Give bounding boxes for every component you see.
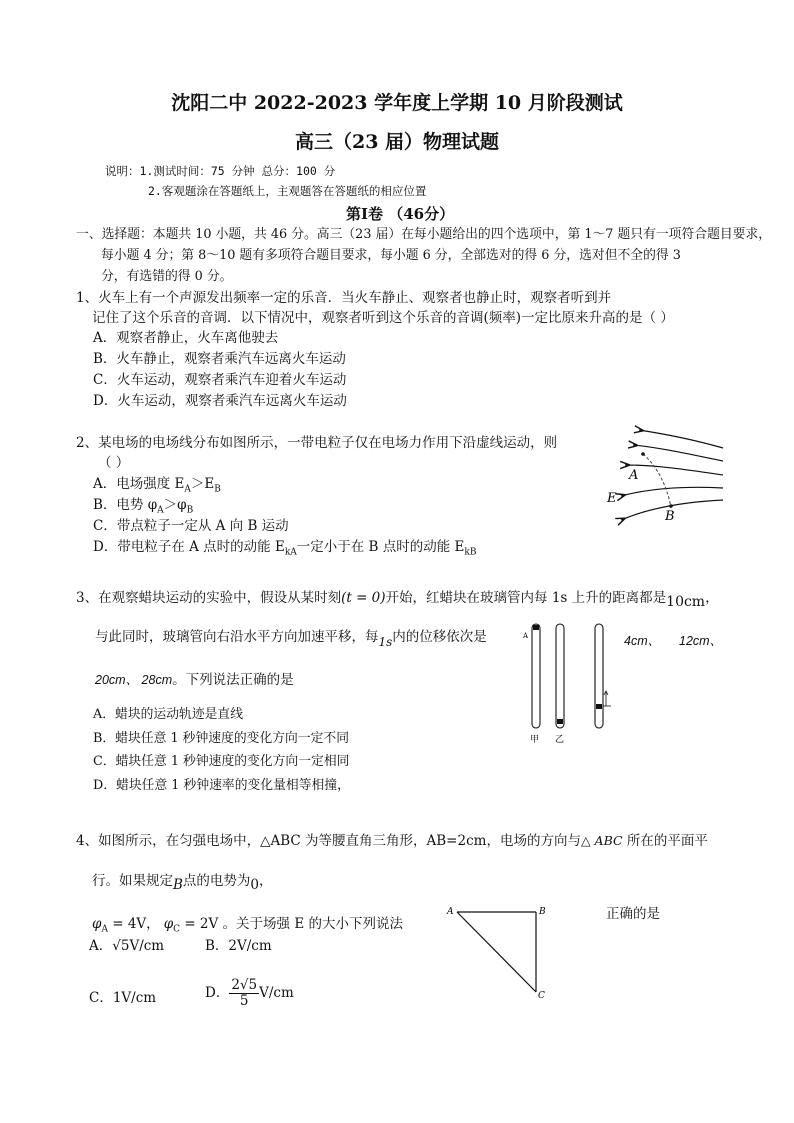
q1-stem-2: 记住了这个乐音的音调．以下情况中，观察者听到这个乐音的音调(频率)一定比原来升高的是（ ） <box>92 310 674 326</box>
q4-vertex-b: B <box>539 907 546 917</box>
q3-disp-1: 4cm、 <box>624 634 661 648</box>
q2-option-a: A．电场强度 $E_A>E_B$ <box>93 476 221 495</box>
exam-note-1: 说明：1.测试时间：75 分钟 总分：100 分 <box>105 164 336 178</box>
q4-stem-3: $\varphi_A = 4V$， $\varphi_C = 2V$ 。关于场强 E 的大小下列说法 <box>92 916 403 935</box>
q2-label-b: B <box>665 509 675 524</box>
volume-heading: 第Ⅰ卷 （46分） <box>346 205 455 223</box>
q4-option-d: D． $\frac{2√5}{5}$ V/cm <box>205 977 294 1009</box>
section-instruction-1: 一、选择题：本题共 10 小题，共 46 分。高三（23 届）在每小题给出的四个选项中，第 1～7 题只有一项符合题目要求， <box>76 227 772 242</box>
q4-option-c: C．1V/cm <box>89 990 157 1006</box>
q3-disp-2: 12cm、 <box>679 634 723 648</box>
q4-stem-2: 行。如果规定B点的电势为0， <box>92 873 273 893</box>
q4-stem-1: 4、如图所示，在匀强电场中，△ABC 为等腰直角三角形，AB=2cm，电场的方向与△ ABC 所在的平面平 <box>76 833 708 849</box>
q3-option-c: C．蜡块任意 1 秒钟速度的变化方向一定相同 <box>93 754 350 769</box>
q3-option-d: D．蜡块任意 1 秒钟速率的变化量相等相撞， <box>93 778 350 793</box>
q2-field-figure <box>605 428 725 528</box>
q1-option-d: D．火车运动，观察者乘汽车远离火车运动 <box>93 393 347 409</box>
q3-stem-2: 与此同时，玻璃管向右沿水平方向加速平移，每1s内的位移依次是 <box>95 629 487 649</box>
q4-vertex-c: C <box>538 991 545 1001</box>
q2-stem: 2、某电场的电场线分布如图所示，一带电粒子仅在电场力作用下沿虚线运动，则 <box>76 435 558 451</box>
exam-subtitle: 高三（23 届）物理试题 <box>294 131 500 153</box>
exam-title: 沈阳二中 2022-2023 学年度上学期 10 月阶段测试 <box>171 92 623 114</box>
q2-label-e: E <box>607 491 617 506</box>
q4-triangle-figure <box>445 902 555 1002</box>
q1-option-b: B．火车静止，观察者乘汽车远离火车运动 <box>93 351 346 367</box>
q1-option-a: A．观察者静止，火车离他驶去 <box>93 330 279 346</box>
q4-stem-correct: 正确的是 <box>606 906 660 922</box>
q3-option-a: A．蜡块的运动轨迹是直线 <box>93 707 244 722</box>
q2-option-b: B．电势 $\varphi_A>\varphi_B$ <box>93 497 194 516</box>
section-instruction-2: 每小题 4 分；第 8～10 题有多项符合题目要求，每小题 6 分，全部选对的得 6 分，选对但不全的得 3 <box>101 248 681 263</box>
q2-option-c: C．带点粒子一定从 A 向 B 运动 <box>93 518 289 534</box>
q2-paren: （ ） <box>98 455 130 471</box>
q3-mark-a: A <box>523 632 529 640</box>
q4-vertex-a: A <box>447 907 454 917</box>
q3-stem-3: 20cm、 28cm。下列说法正确的是 <box>95 672 294 688</box>
q3-option-b: B．蜡块任意 1 秒钟速度的变化方向一定不同 <box>93 731 350 746</box>
q1-stem-1: 1、火车上有一个声源发出频率一定的乐音．当火车静止、观察者也静止时，观察者听到并 <box>76 290 612 306</box>
q3-tubes-figure <box>520 620 620 745</box>
q3-tube-label-2: 乙 <box>555 735 565 745</box>
q1-option-c: C．火车运动，观察者乘汽车迎着火车运动 <box>93 372 347 388</box>
q2-label-a: A <box>629 468 639 483</box>
q4-option-a: A．√5V/cm <box>89 938 165 954</box>
section-instruction-3: 分，有选错的得 0 分。 <box>101 269 233 284</box>
q3-tube-label-1: 甲 <box>530 735 540 745</box>
exam-note-2: 2.客观题涂在答题纸上，主观题答在答题纸的相应位置 <box>148 184 427 198</box>
q2-option-d: D．带电粒子在 A 点时的动能 $E_{kA}$一定小于在 B 点时的动能 $E_{kB}$ <box>93 539 477 558</box>
q3-stem-1: 3、在观察蜡块运动的实验中，假设从某时刻(t = 0)开始，红蜡块在玻璃管内每 1s 上升的距离都是10cm， <box>76 590 719 610</box>
q4-option-b: B．2V/cm <box>205 938 272 954</box>
